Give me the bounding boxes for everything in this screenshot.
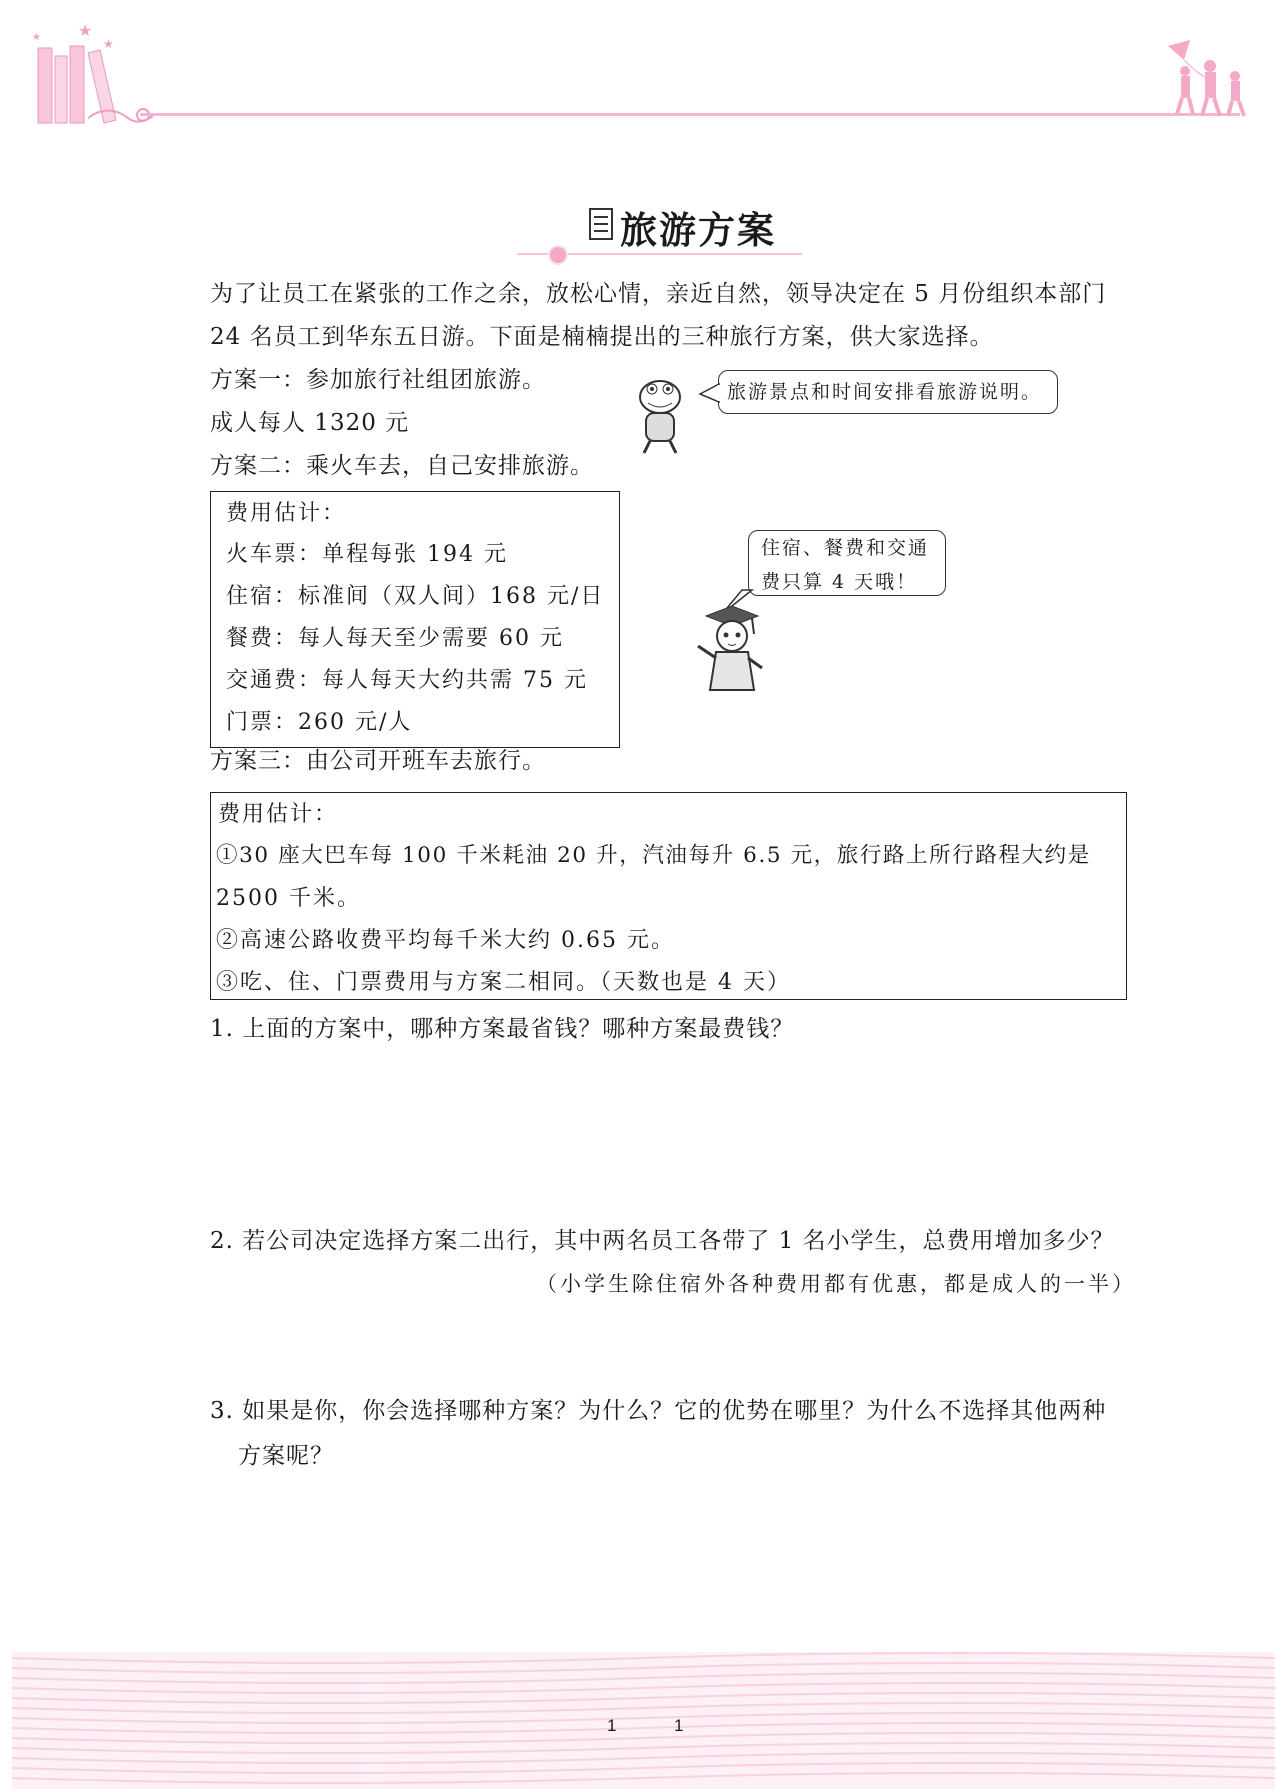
- intro-line-1: 为了让员工在紧张的工作之余，放松心情，亲近自然，领导决定在 5 月份组织本部门: [210, 281, 1107, 307]
- plan2-heading: 方案二：乘火车去，自己安排旅游。: [210, 453, 594, 479]
- plan3-cost-box: [210, 792, 1127, 1000]
- plan2-item: 交通费：每人每天大约共需 75 元: [226, 668, 588, 693]
- svg-text:★: ★: [103, 37, 114, 51]
- plan2-item: 餐费：每人每天至少需要 60 元: [226, 626, 564, 651]
- graduate-girl-icon: [688, 602, 768, 697]
- plan3-box-title: 费用估计：: [218, 802, 339, 827]
- girl-bubble-line-1: 住宿、餐费和交通: [761, 537, 930, 559]
- intro-line-2: 24 名员工到华东五日游。下面是楠楠提出的三种旅行方案，供大家选择。: [210, 324, 994, 350]
- footer-wave-decoration: [12, 1652, 1275, 1789]
- page-number-left: 1: [607, 1716, 617, 1735]
- page-number-right: 1: [674, 1716, 684, 1735]
- frog-speech-bubble: [718, 370, 1058, 414]
- question-2-note: （小学生除住宿外各种费用都有优惠，都是成人的一半）: [536, 1272, 1136, 1296]
- plan3-item: ①30 座大巴车每 100 千米耗油 20 升，汽油每升 6.5 元，旅行路上所行路程大约是: [216, 843, 1091, 868]
- question-1: 1. 上面的方案中，哪种方案最省钱？哪种方案最费钱？: [210, 1016, 795, 1042]
- plan2-cost-box: [210, 491, 620, 748]
- plan3-item: 2500 千米。: [216, 886, 361, 911]
- plan1-detail: 成人每人 1320 元: [210, 410, 410, 436]
- plan2-item: 火车票：单程每张 194 元: [226, 542, 508, 567]
- plan3-heading: 方案三：由公司开班车去旅行。: [210, 748, 546, 774]
- plan2-item: 住宿：标准间（双人间）168 元/日: [226, 584, 605, 609]
- girl-speech-bubble: [748, 530, 946, 596]
- plan3-item: ②高速公路收费平均每千米大约 0.65 元。: [216, 928, 675, 953]
- question-2: 2. 若公司决定选择方案二出行，其中两名员工各带了 1 名小学生，总费用增加多少？: [210, 1228, 1115, 1254]
- books-logo-icon: [28, 18, 158, 128]
- svg-text:★: ★: [32, 32, 41, 43]
- plan2-item: 门票：260 元/人: [226, 710, 413, 735]
- svg-text:★: ★: [78, 21, 93, 40]
- plan3-item: ③吃、住、门票费用与方案二相同。（天数也是 4 天）: [216, 970, 791, 995]
- bubble-tail-icon: [698, 382, 720, 404]
- frog-bubble-text: 旅游景点和时间安排看旅游说明。: [727, 381, 1043, 403]
- plan2-box-title: 费用估计：: [226, 501, 347, 526]
- page-title: 旅游方案: [620, 208, 776, 252]
- question-3-line-2: 方案呢？: [238, 1443, 334, 1469]
- girl-bubble-line-2: 费只算 4 天哦！: [761, 571, 918, 593]
- question-3-line-1: 3. 如果是你，你会选择哪种方案？为什么？它的优势在哪里？为什么不选择其他两种: [210, 1398, 1107, 1424]
- header-rule: [140, 113, 1240, 116]
- children-kite-icon: [1160, 38, 1260, 120]
- plan1-heading: 方案一：参加旅行社组团旅游。: [210, 367, 546, 393]
- title-dot-icon: [548, 245, 568, 265]
- frog-mascot-icon: [630, 375, 690, 455]
- title-scroll-icon: [586, 205, 618, 243]
